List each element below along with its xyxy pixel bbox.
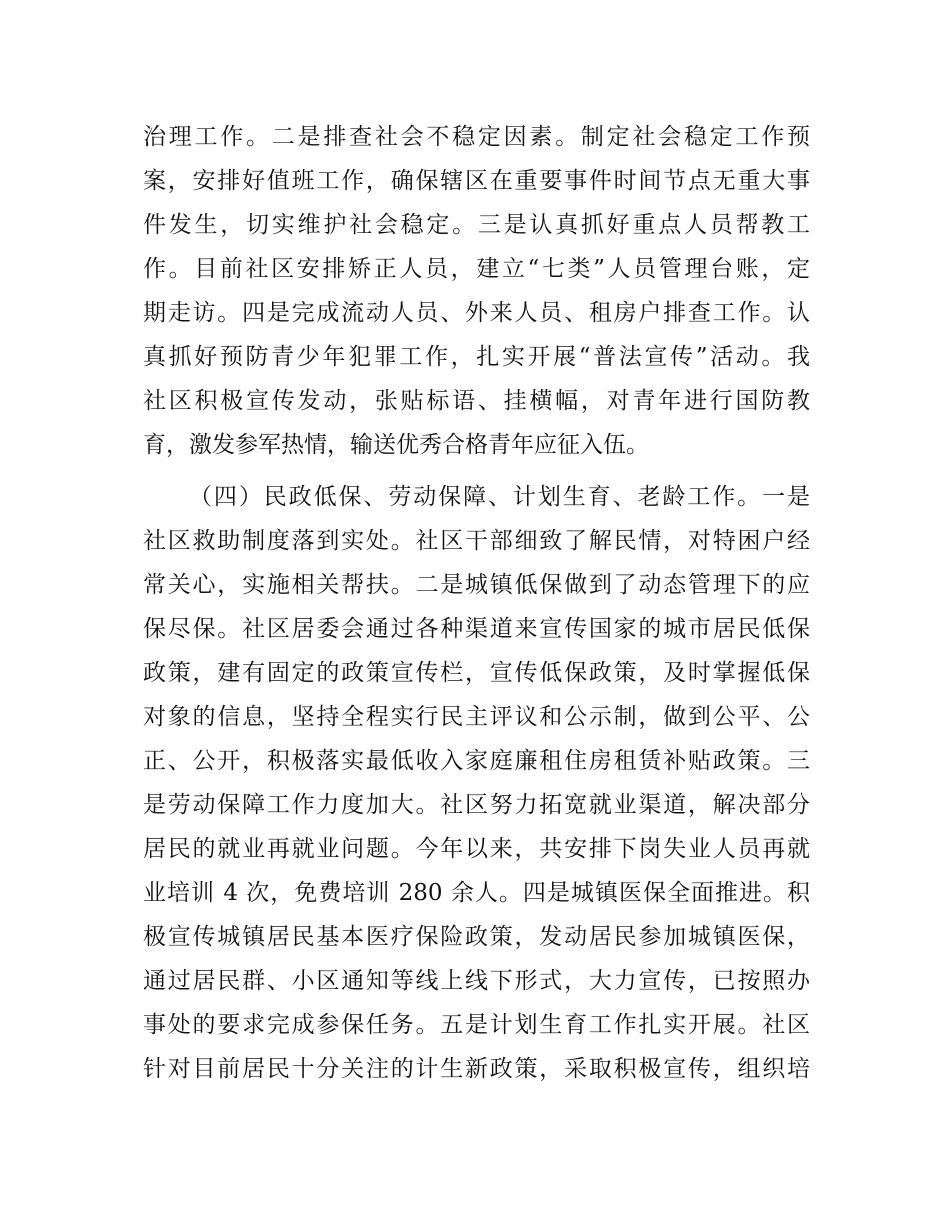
paragraph-1-line-8: 育，激发参军热情，输送优秀合格青年应征入伍。 (143, 432, 649, 458)
paragraph-2-line-11: 极宣传城镇居民基本医疗保险政策，发动居民参加城镇医保， (143, 924, 810, 950)
paragraph-1-line-3: 件发生，切实维护社会稳定。三是认真抓好重点人员帮教工 (143, 212, 810, 238)
paragraph-2-line-12: 通过居民群、小区通知等线上线下形式，大力宣传，已按照办 (143, 968, 810, 994)
paragraph-2-line-10: 业培训 4 次，免费培训 280 余人。四是城镇医保全面推进。积 (143, 880, 810, 906)
paragraph-2-line-2: 社区救助制度落到实处。社区干部细致了解民情，对特困户经 (143, 528, 810, 554)
paragraph-2-line-3: 常关心，实施相关帮扶。二是城镇低保做到了动态管理下的应 (143, 572, 810, 598)
paragraph-1-line-6: 真抓好预防青少年犯罪工作，扎实开展“普法宣传”活动。我 (143, 344, 810, 370)
paragraph-1-line-2: 案，安排好值班工作，确保辖区在重要事件时间节点无重大事 (143, 168, 810, 194)
paragraph-2-line-13: 事处的要求完成参保任务。五是计划生育工作扎实开展。社区 (143, 1012, 810, 1038)
paragraph-1-line-5: 期走访。四是完成流动人员、外来人员、租房户排查工作。认 (143, 300, 810, 326)
paragraph-2-line-9: 居民的就业再就业问题。今年以来，共安排下岗失业人员再就 (143, 836, 810, 862)
paragraph-2-line-5: 政策，建有固定的政策宣传栏，宣传低保政策，及时掌握低保 (143, 660, 810, 686)
paragraph-2-line-6: 对象的信息，坚持全程实行民主评议和公示制，做到公平、公 (143, 704, 810, 730)
paragraph-2-line-4: 保尽保。社区居委会通过各种渠道来宣传国家的城市居民低保 (143, 616, 810, 642)
paragraph-2-line-1: （四）民政低保、劳动保障、计划生育、老龄工作。一是 (189, 484, 810, 510)
paragraph-1-line-4: 作。目前社区安排矫正人员，建立“七类”人员管理台账，定 (143, 256, 810, 282)
paragraph-2-line-7: 正、公开，积极落实最低收入家庭廉租住房租赁补贴政策。三 (143, 748, 810, 774)
paragraph-2-line-8: 是劳动保障工作力度加大。社区努力拓宽就业渠道，解决部分 (143, 792, 810, 818)
paragraph-1-line-7: 社区积极宣传发动，张贴标语、挂横幅，对青年进行国防教 (143, 388, 810, 414)
paragraph-1-line-1: 治理工作。二是排查社会不稳定因素。制定社会稳定工作预 (143, 124, 810, 150)
paragraph-2-line-14: 针对目前居民十分关注的计生新政策，采取积极宣传，组织培 (143, 1056, 810, 1082)
